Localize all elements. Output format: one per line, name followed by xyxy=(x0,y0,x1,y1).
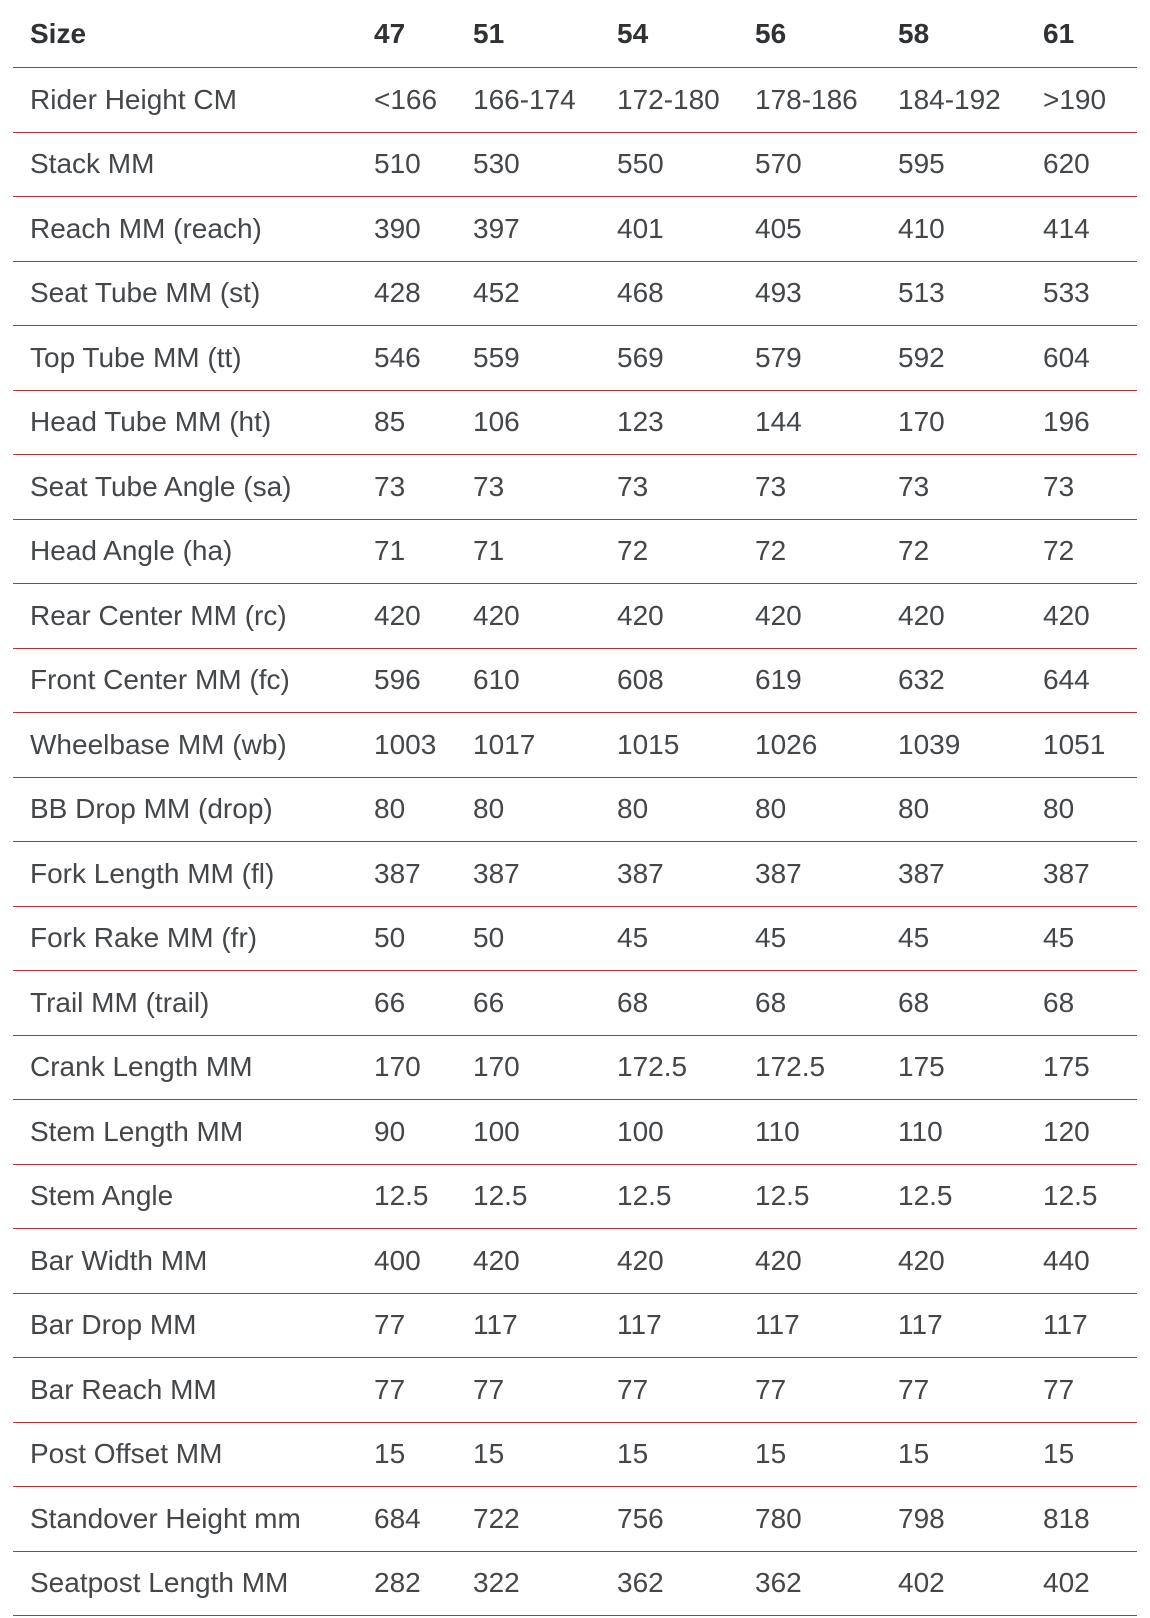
table-row xyxy=(13,648,1137,713)
value-cell: 66 xyxy=(374,971,473,1036)
value-cell: 45 xyxy=(1043,906,1137,971)
value-cell: 756 xyxy=(617,1487,755,1552)
table-row xyxy=(13,1487,1137,1552)
value-cell: 175 xyxy=(898,1035,1043,1100)
value-cell: 510 xyxy=(374,132,473,197)
value-cell: 68 xyxy=(617,971,755,1036)
value-cell: 1003 xyxy=(374,713,473,778)
value-cell: 80 xyxy=(374,777,473,842)
value-cell: 420 xyxy=(473,584,617,649)
row-label: Fork Length MM (fl) xyxy=(13,842,374,907)
value-cell: 172.5 xyxy=(617,1035,755,1100)
value-cell: 170 xyxy=(898,390,1043,455)
value-cell: 100 xyxy=(473,1100,617,1165)
value-cell: 100 xyxy=(617,1100,755,1165)
value-cell: 420 xyxy=(617,1229,755,1294)
value-cell: 85 xyxy=(374,390,473,455)
value-cell: 90 xyxy=(374,1100,473,1165)
value-cell: 15 xyxy=(898,1422,1043,1487)
value-cell: 546 xyxy=(374,326,473,391)
size-column-header: Size xyxy=(13,0,374,68)
value-cell: 387 xyxy=(1043,842,1137,907)
value-cell: 1017 xyxy=(473,713,617,778)
value-cell: 387 xyxy=(374,842,473,907)
row-label: Stem Angle xyxy=(13,1164,374,1229)
value-cell: 595 xyxy=(898,132,1043,197)
size-header-58: 58 xyxy=(898,0,1043,68)
value-cell: 362 xyxy=(617,1551,755,1616)
value-cell: 172-180 xyxy=(617,68,755,133)
value-cell: 387 xyxy=(898,842,1043,907)
value-cell: 77 xyxy=(473,1358,617,1423)
value-cell: 77 xyxy=(898,1358,1043,1423)
value-cell: 1015 xyxy=(617,713,755,778)
table-row xyxy=(13,777,1137,842)
value-cell: 632 xyxy=(898,648,1043,713)
value-cell: 570 xyxy=(755,132,898,197)
header-row xyxy=(13,0,1137,68)
row-label: Wheelbase MM (wb) xyxy=(13,713,374,778)
value-cell: 533 xyxy=(1043,261,1137,326)
value-cell: 80 xyxy=(755,777,898,842)
value-cell: 1026 xyxy=(755,713,898,778)
row-label: Head Tube MM (ht) xyxy=(13,390,374,455)
value-cell: 12.5 xyxy=(1043,1164,1137,1229)
row-label: Rider Height CM xyxy=(13,68,374,133)
value-cell: 184-192 xyxy=(898,68,1043,133)
table-row xyxy=(13,842,1137,907)
value-cell: 106 xyxy=(473,390,617,455)
value-cell: 110 xyxy=(898,1100,1043,1165)
value-cell: 110 xyxy=(755,1100,898,1165)
value-cell: 80 xyxy=(1043,777,1137,842)
value-cell: 428 xyxy=(374,261,473,326)
row-label: Bar Reach MM xyxy=(13,1358,374,1423)
value-cell: 420 xyxy=(473,1229,617,1294)
row-label: Seat Tube MM (st) xyxy=(13,261,374,326)
value-cell: 387 xyxy=(473,842,617,907)
value-cell: 72 xyxy=(898,519,1043,584)
value-cell: 73 xyxy=(473,455,617,520)
value-cell: 420 xyxy=(755,584,898,649)
value-cell: 170 xyxy=(374,1035,473,1100)
value-cell: 68 xyxy=(1043,971,1137,1036)
value-cell: 420 xyxy=(617,584,755,649)
value-cell: 45 xyxy=(755,906,898,971)
value-cell: 117 xyxy=(898,1293,1043,1358)
value-cell: 452 xyxy=(473,261,617,326)
value-cell: 166-174 xyxy=(473,68,617,133)
value-cell: 684 xyxy=(374,1487,473,1552)
table-row xyxy=(13,1358,1137,1423)
table-row xyxy=(13,132,1137,197)
row-label: Post Offset MM xyxy=(13,1422,374,1487)
table-row xyxy=(13,1100,1137,1165)
value-cell: 420 xyxy=(898,1229,1043,1294)
geometry-table xyxy=(13,0,1137,1616)
value-cell: 144 xyxy=(755,390,898,455)
row-label: Top Tube MM (tt) xyxy=(13,326,374,391)
value-cell: 50 xyxy=(473,906,617,971)
table-body xyxy=(13,68,1137,1616)
value-cell: 397 xyxy=(473,197,617,262)
value-cell: 530 xyxy=(473,132,617,197)
size-header-51: 51 xyxy=(473,0,617,68)
value-cell: 68 xyxy=(755,971,898,1036)
value-cell: 15 xyxy=(755,1422,898,1487)
table-row xyxy=(13,906,1137,971)
value-cell: 66 xyxy=(473,971,617,1036)
row-label: Trail MM (trail) xyxy=(13,971,374,1036)
value-cell: 80 xyxy=(617,777,755,842)
value-cell: 468 xyxy=(617,261,755,326)
value-cell: 15 xyxy=(374,1422,473,1487)
value-cell: 12.5 xyxy=(755,1164,898,1229)
table-row xyxy=(13,519,1137,584)
table-row xyxy=(13,1422,1137,1487)
size-header-61: 61 xyxy=(1043,0,1137,68)
value-cell: 1051 xyxy=(1043,713,1137,778)
value-cell: 440 xyxy=(1043,1229,1137,1294)
value-cell: 117 xyxy=(1043,1293,1137,1358)
value-cell: 73 xyxy=(1043,455,1137,520)
value-cell: 12.5 xyxy=(898,1164,1043,1229)
value-cell: 420 xyxy=(374,584,473,649)
row-label: Crank Length MM xyxy=(13,1035,374,1100)
value-cell: 178-186 xyxy=(755,68,898,133)
table-row xyxy=(13,326,1137,391)
table-row xyxy=(13,713,1137,778)
value-cell: 12.5 xyxy=(617,1164,755,1229)
value-cell: 12.5 xyxy=(473,1164,617,1229)
value-cell: 402 xyxy=(898,1551,1043,1616)
row-label: Stem Length MM xyxy=(13,1100,374,1165)
value-cell: 362 xyxy=(755,1551,898,1616)
value-cell: 175 xyxy=(1043,1035,1137,1100)
size-header-47: 47 xyxy=(374,0,473,68)
table-row xyxy=(13,390,1137,455)
value-cell: 80 xyxy=(898,777,1043,842)
value-cell: 117 xyxy=(473,1293,617,1358)
value-cell: 644 xyxy=(1043,648,1137,713)
row-label: Stack MM xyxy=(13,132,374,197)
table-row xyxy=(13,455,1137,520)
value-cell: 72 xyxy=(617,519,755,584)
table-row xyxy=(13,1164,1137,1229)
table-row xyxy=(13,1293,1137,1358)
value-cell: 50 xyxy=(374,906,473,971)
value-cell: 596 xyxy=(374,648,473,713)
value-cell: 579 xyxy=(755,326,898,391)
value-cell: 401 xyxy=(617,197,755,262)
value-cell: 77 xyxy=(374,1293,473,1358)
value-cell: 420 xyxy=(755,1229,898,1294)
table-row xyxy=(13,971,1137,1036)
table-row xyxy=(13,261,1137,326)
row-label: Fork Rake MM (fr) xyxy=(13,906,374,971)
value-cell: 172.5 xyxy=(755,1035,898,1100)
value-cell: 513 xyxy=(898,261,1043,326)
value-cell: <166 xyxy=(374,68,473,133)
value-cell: 12.5 xyxy=(374,1164,473,1229)
value-cell: 610 xyxy=(473,648,617,713)
table-row xyxy=(13,197,1137,262)
value-cell: 15 xyxy=(473,1422,617,1487)
value-cell: 780 xyxy=(755,1487,898,1552)
value-cell: 402 xyxy=(1043,1551,1137,1616)
value-cell: 68 xyxy=(898,971,1043,1036)
value-cell: 559 xyxy=(473,326,617,391)
value-cell: 77 xyxy=(1043,1358,1137,1423)
table-row xyxy=(13,584,1137,649)
value-cell: 77 xyxy=(617,1358,755,1423)
value-cell: 420 xyxy=(1043,584,1137,649)
value-cell: 493 xyxy=(755,261,898,326)
row-label: Seat Tube Angle (sa) xyxy=(13,455,374,520)
value-cell: 608 xyxy=(617,648,755,713)
value-cell: 420 xyxy=(898,584,1043,649)
value-cell: 387 xyxy=(617,842,755,907)
value-cell: 45 xyxy=(898,906,1043,971)
value-cell: 400 xyxy=(374,1229,473,1294)
row-label: Front Center MM (fc) xyxy=(13,648,374,713)
value-cell: 569 xyxy=(617,326,755,391)
row-label: Bar Width MM xyxy=(13,1229,374,1294)
value-cell: 604 xyxy=(1043,326,1137,391)
value-cell: 45 xyxy=(617,906,755,971)
row-label: Standover Height mm xyxy=(13,1487,374,1552)
value-cell: 170 xyxy=(473,1035,617,1100)
value-cell: 410 xyxy=(898,197,1043,262)
row-label: Seatpost Length MM xyxy=(13,1551,374,1616)
value-cell: 71 xyxy=(374,519,473,584)
row-label: Bar Drop MM xyxy=(13,1293,374,1358)
row-label: Reach MM (reach) xyxy=(13,197,374,262)
value-cell: 818 xyxy=(1043,1487,1137,1552)
value-cell: 620 xyxy=(1043,132,1137,197)
row-label: Head Angle (ha) xyxy=(13,519,374,584)
value-cell: 77 xyxy=(755,1358,898,1423)
value-cell: 72 xyxy=(1043,519,1137,584)
table-row xyxy=(13,68,1137,133)
value-cell: 619 xyxy=(755,648,898,713)
row-label: BB Drop MM (drop) xyxy=(13,777,374,842)
value-cell: 1039 xyxy=(898,713,1043,778)
table-row xyxy=(13,1551,1137,1616)
value-cell: 387 xyxy=(755,842,898,907)
value-cell: 405 xyxy=(755,197,898,262)
value-cell: 15 xyxy=(617,1422,755,1487)
value-cell: 117 xyxy=(755,1293,898,1358)
value-cell: 80 xyxy=(473,777,617,842)
value-cell: 71 xyxy=(473,519,617,584)
table-row xyxy=(13,1035,1137,1100)
value-cell: 72 xyxy=(755,519,898,584)
value-cell: 117 xyxy=(617,1293,755,1358)
value-cell: 322 xyxy=(473,1551,617,1616)
row-label: Rear Center MM (rc) xyxy=(13,584,374,649)
value-cell: 73 xyxy=(898,455,1043,520)
value-cell: 798 xyxy=(898,1487,1043,1552)
size-header-56: 56 xyxy=(755,0,898,68)
value-cell: 592 xyxy=(898,326,1043,391)
value-cell: 390 xyxy=(374,197,473,262)
value-cell: 77 xyxy=(374,1358,473,1423)
value-cell: 196 xyxy=(1043,390,1137,455)
value-cell: 123 xyxy=(617,390,755,455)
value-cell: 73 xyxy=(374,455,473,520)
value-cell: 550 xyxy=(617,132,755,197)
value-cell: 282 xyxy=(374,1551,473,1616)
size-header-54: 54 xyxy=(617,0,755,68)
value-cell: 722 xyxy=(473,1487,617,1552)
value-cell: 15 xyxy=(1043,1422,1137,1487)
value-cell: 414 xyxy=(1043,197,1137,262)
table-row xyxy=(13,1229,1137,1294)
value-cell: 120 xyxy=(1043,1100,1137,1165)
value-cell: 73 xyxy=(755,455,898,520)
value-cell: >190 xyxy=(1043,68,1137,133)
value-cell: 73 xyxy=(617,455,755,520)
